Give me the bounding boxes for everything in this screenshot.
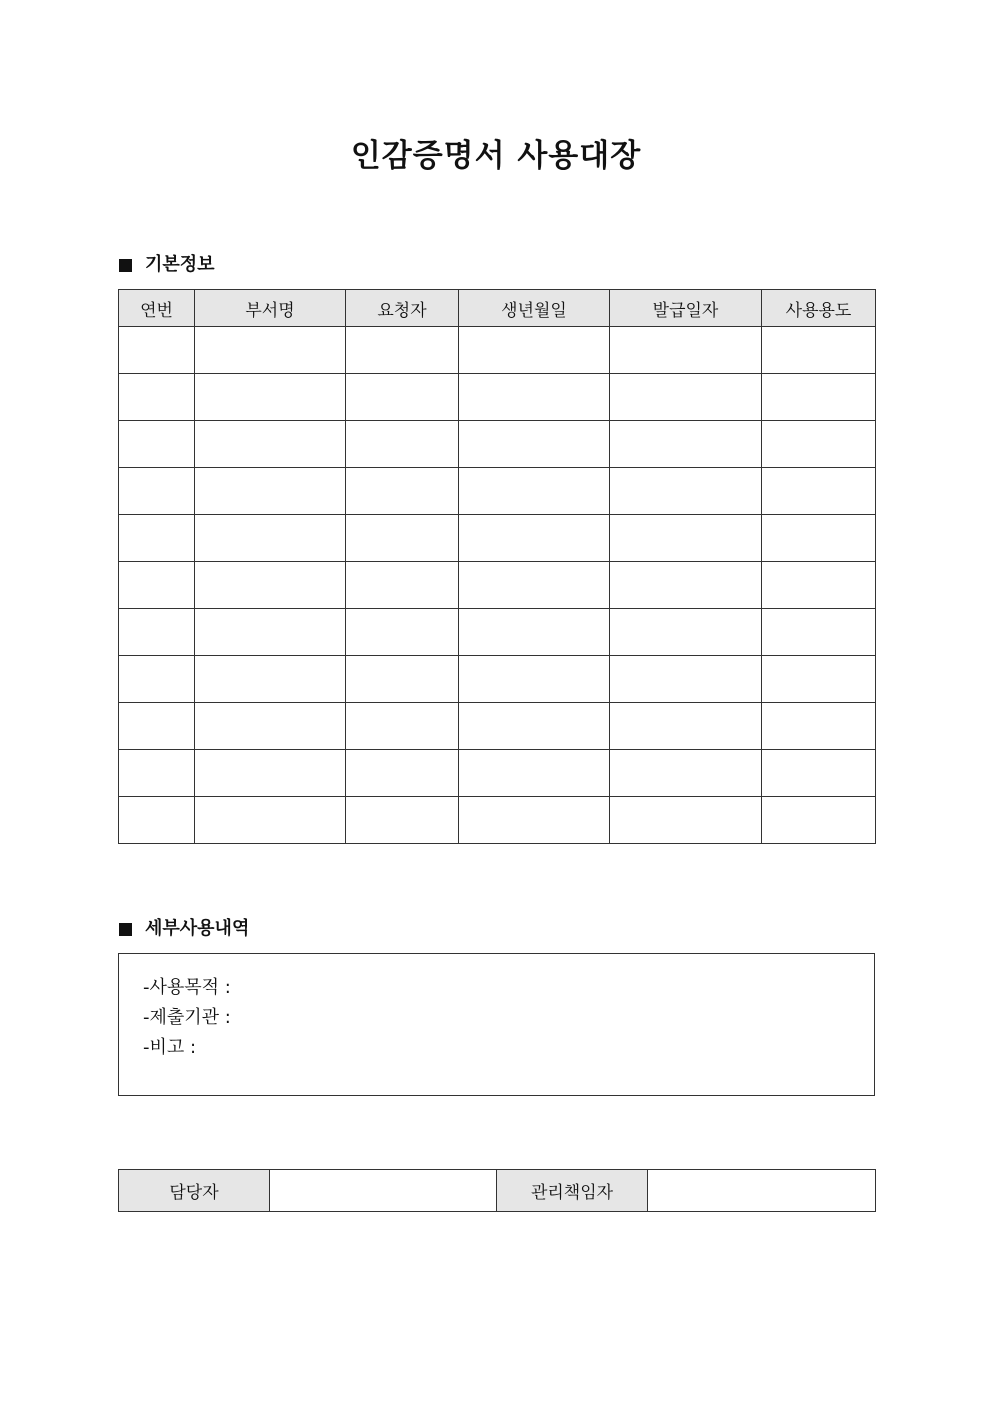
number-cell[interactable] (119, 562, 195, 609)
purpose-cell[interactable] (762, 562, 876, 609)
section-heading-usage-detail (119, 917, 249, 941)
table-row (119, 750, 876, 797)
column-header-requester: 요청자 (346, 290, 459, 327)
submitting-agency-line: -제출기관 : (143, 1007, 231, 1028)
issue-date-cell[interactable] (610, 421, 762, 468)
signature-row (119, 1170, 876, 1212)
table-row (119, 656, 876, 703)
table-row (119, 515, 876, 562)
department-cell[interactable] (195, 562, 346, 609)
column-header-department: 부서명 (195, 290, 346, 327)
purpose-cell[interactable] (762, 421, 876, 468)
department-cell[interactable] (195, 750, 346, 797)
number-cell[interactable] (119, 797, 195, 844)
issue-date-cell[interactable] (610, 703, 762, 750)
issue-date-cell[interactable] (610, 656, 762, 703)
table-row (119, 421, 876, 468)
column-header-issue-date: 발급일자 (610, 290, 762, 327)
birth-date-cell[interactable] (459, 562, 610, 609)
birth-date-cell[interactable] (459, 468, 610, 515)
purpose-cell[interactable] (762, 750, 876, 797)
supervisor-field[interactable] (648, 1170, 876, 1212)
section-heading-label: 기본정보 (145, 254, 215, 275)
purpose-cell[interactable] (762, 468, 876, 515)
issue-date-cell[interactable] (610, 562, 762, 609)
purpose-line: -사용목적 : (143, 977, 231, 998)
purpose-cell[interactable] (762, 656, 876, 703)
requester-cell[interactable] (346, 421, 459, 468)
square-bullet-icon (119, 923, 132, 936)
department-cell[interactable] (195, 515, 346, 562)
number-cell[interactable] (119, 374, 195, 421)
table-row (119, 562, 876, 609)
requester-cell[interactable] (346, 797, 459, 844)
number-cell[interactable] (119, 656, 195, 703)
usage-detail-lines (143, 973, 231, 1063)
number-cell[interactable] (119, 515, 195, 562)
department-cell[interactable] (195, 468, 346, 515)
requester-cell[interactable] (346, 515, 459, 562)
number-cell[interactable] (119, 750, 195, 797)
table-header-row (119, 290, 876, 327)
table-row (119, 374, 876, 421)
square-bullet-icon (119, 259, 132, 272)
purpose-cell[interactable] (762, 797, 876, 844)
number-cell[interactable] (119, 609, 195, 656)
table-body (119, 327, 876, 844)
usage-log-table (118, 289, 876, 844)
requester-cell[interactable] (346, 562, 459, 609)
birth-date-cell[interactable] (459, 515, 610, 562)
department-cell[interactable] (195, 374, 346, 421)
issue-date-cell[interactable] (610, 515, 762, 562)
purpose-cell[interactable] (762, 374, 876, 421)
birth-date-cell[interactable] (459, 421, 610, 468)
requester-cell[interactable] (346, 327, 459, 374)
department-cell[interactable] (195, 421, 346, 468)
remarks-line: -비고 : (143, 1037, 197, 1058)
birth-date-cell[interactable] (459, 609, 610, 656)
table-row (119, 703, 876, 750)
column-header-purpose: 사용용도 (762, 290, 876, 327)
issue-date-cell[interactable] (610, 797, 762, 844)
birth-date-cell[interactable] (459, 750, 610, 797)
number-cell[interactable] (119, 327, 195, 374)
department-cell[interactable] (195, 327, 346, 374)
issue-date-cell[interactable] (610, 750, 762, 797)
signature-table (118, 1169, 876, 1212)
section-heading-label: 세부사용내역 (145, 918, 250, 939)
department-cell[interactable] (195, 797, 346, 844)
manager-label: 담당자 (119, 1170, 270, 1212)
purpose-cell[interactable] (762, 515, 876, 562)
issue-date-cell[interactable] (610, 609, 762, 656)
number-cell[interactable] (119, 421, 195, 468)
number-cell[interactable] (119, 703, 195, 750)
issue-date-cell[interactable] (610, 468, 762, 515)
requester-cell[interactable] (346, 609, 459, 656)
column-header-birth-date: 생년월일 (459, 290, 610, 327)
purpose-cell[interactable] (762, 703, 876, 750)
department-cell[interactable] (195, 703, 346, 750)
table-row (119, 797, 876, 844)
requester-cell[interactable] (346, 656, 459, 703)
issue-date-cell[interactable] (610, 374, 762, 421)
column-header-number: 연번 (119, 290, 195, 327)
section-heading-basic-info (119, 253, 215, 277)
issue-date-cell[interactable] (610, 327, 762, 374)
table-row (119, 327, 876, 374)
department-cell[interactable] (195, 609, 346, 656)
purpose-cell[interactable] (762, 327, 876, 374)
requester-cell[interactable] (346, 703, 459, 750)
birth-date-cell[interactable] (459, 797, 610, 844)
usage-detail-box[interactable] (118, 953, 875, 1096)
number-cell[interactable] (119, 468, 195, 515)
requester-cell[interactable] (346, 468, 459, 515)
requester-cell[interactable] (346, 750, 459, 797)
birth-date-cell[interactable] (459, 656, 610, 703)
birth-date-cell[interactable] (459, 703, 610, 750)
page-title: 인감증명서 사용대장 (350, 138, 642, 174)
manager-field[interactable] (270, 1170, 497, 1212)
supervisor-label: 관리책임자 (497, 1170, 648, 1212)
requester-cell[interactable] (346, 374, 459, 421)
purpose-cell[interactable] (762, 609, 876, 656)
birth-date-cell[interactable] (459, 374, 610, 421)
table-row (119, 468, 876, 515)
birth-date-cell[interactable] (459, 327, 610, 374)
department-cell[interactable] (195, 656, 346, 703)
table-row (119, 609, 876, 656)
